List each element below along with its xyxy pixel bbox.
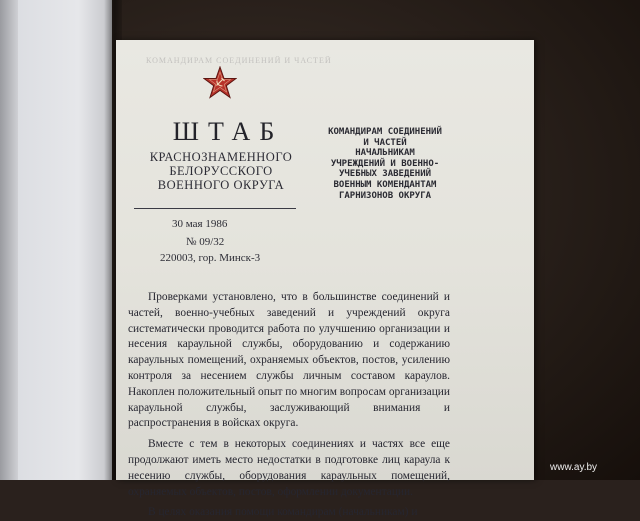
body-paragraph-3: В целях оказания помощи командирам (начальникам) и xyxy=(148,506,418,519)
document-body xyxy=(128,290,450,521)
organization-line-3: ВОЕННОГО ОКРУГА xyxy=(157,178,285,192)
divider-line xyxy=(134,208,296,209)
addressee-line: НАЧАЛЬНИКАМ xyxy=(355,148,415,159)
document-number: № 09/32 xyxy=(186,236,225,248)
watermark: www.ay.by xyxy=(550,462,598,473)
document-address: 220003, гор. Минск-3 xyxy=(160,252,261,264)
red-star-hammer-sickle-icon xyxy=(203,66,237,100)
addressee-line: КОМАНДИРАМ СОЕДИНЕНИЙ xyxy=(328,127,442,137)
addressee-block xyxy=(304,127,466,201)
body-paragraph-2: Вместе с тем в некоторых соединениях и частях все еще продолжают иметь место недостатки в подготовке лиц караула к несению службы, оборудования караульных помещений, охраняемых объектов, постов, оформлении документации. xyxy=(128,438,450,498)
addressee-line: ГАРНИЗОНОВ ОКРУГА xyxy=(338,190,432,201)
addressee-line: УЧРЕЖДЕНИЙ И ВОЕННО- xyxy=(330,158,440,169)
document-title: ШТАБ xyxy=(172,117,284,146)
organization-line-1: КРАСНОЗНАМЕННОГО xyxy=(149,150,293,164)
document-date: 30 мая 1986 xyxy=(172,218,228,230)
organization-line-2: БЕЛОРУССКОГО xyxy=(169,164,273,178)
addressee-line: ВОЕННЫМ КОМЕНДАНТАМ xyxy=(333,179,437,190)
bleed-through-text: КОМАНДИРАМ СОЕДИНЕНИЙ И ЧАСТЕЙ xyxy=(146,56,332,65)
body-paragraph-1: Проверками установлено, что в большинстве соединений и частей, военно-учебных заведений и учреждений округа систематически проводится работа по улучшению организации и несения караульной службы, оборудованию и содержанию караульных помещений, охраняемых объектов, постов, усилению контроля за несением службы личным составом караулов. Накоплен положительный опыт по многим вопросам организации караульной службы, заслуживающий внимания и распространения в войсках округа. xyxy=(128,291,450,430)
addressee-line: УЧЕБНЫХ ЗАВЕДЕНИЙ xyxy=(338,169,432,180)
addressee-line: И ЧАСТЕЙ xyxy=(363,137,407,148)
left-page-edge xyxy=(0,0,18,480)
